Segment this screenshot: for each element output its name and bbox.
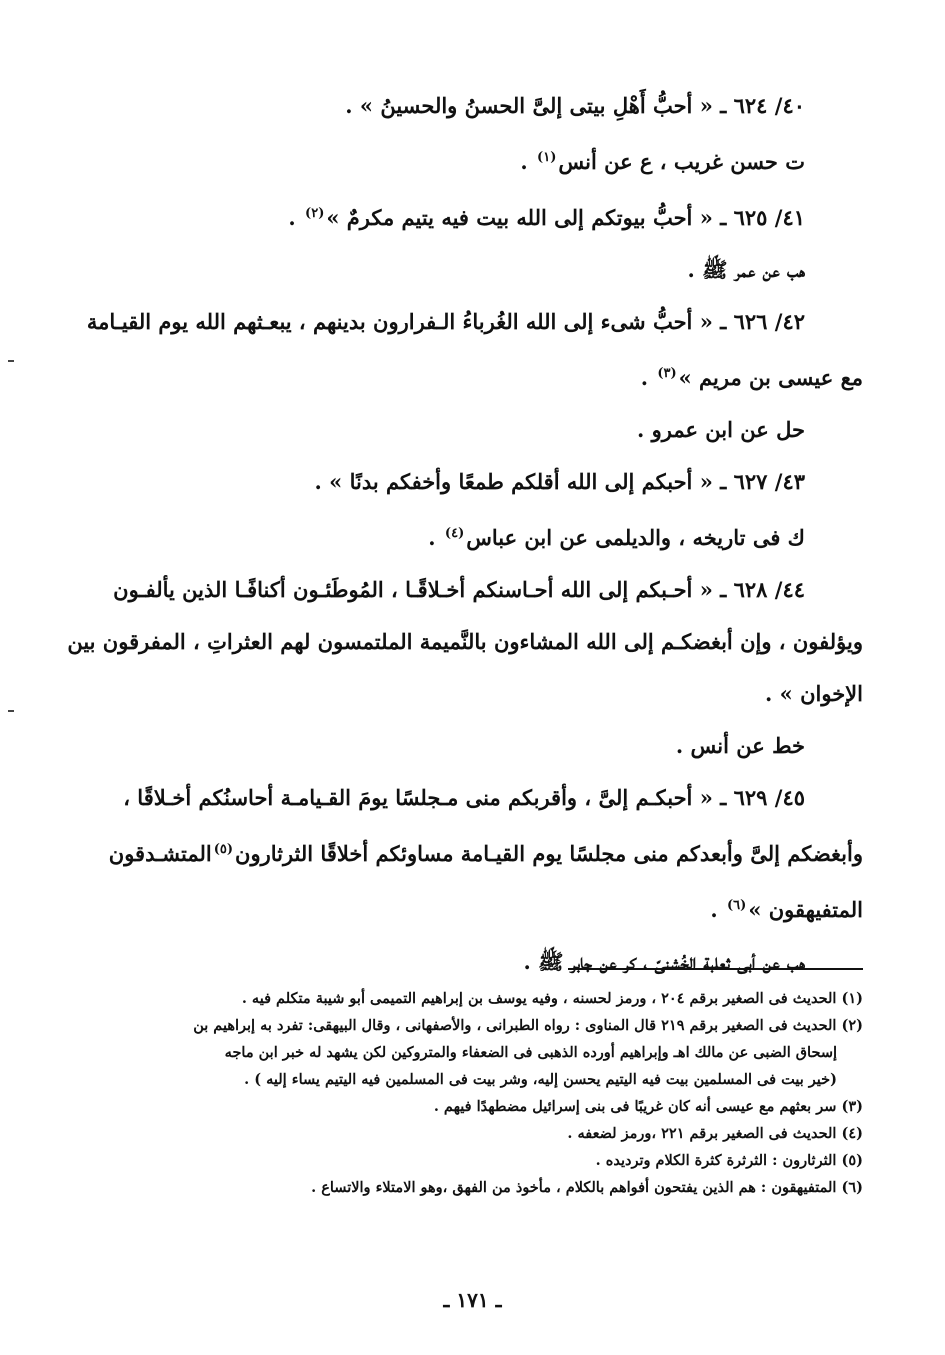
hadith-44-line-3: الإخوان » . [765,681,863,706]
hadith-42-line-2: مع عيسى بن مريم »$^{(٣)}$ . [640,365,863,390]
margin-mark [8,360,14,362]
hadith-41: ٤١/ ٦٢٥ ـ « أحبُّ بيوتكم إلى الله بيت فيه يتيم مكرمٌ »$^{(٢)}$ . [288,205,805,230]
hadith-45-line-2: وأبغضكم إلىَّ وأبعدكم منى مجلسًا يوم القيـامة مساوئكم أخلاقًا الثرثارون$^{(٥)}$المتشـدقون [108,841,863,866]
footnote-3: (٣) سر بعثهم مع عيسى أنه كان غريبًا فى بنى إسرائيل مضطهدًا فيهم . [433,1098,863,1115]
hadith-45-source: هب عن أبى ثعلبة الخُشنىّ ، كر عن جابر ﷺ . [523,949,805,974]
footnote-ref-1[interactable]: (١) [537,150,557,165]
footnote-2: (٢) الحديث فى الصغير برقم ٢١٩ قال المناوى : رواه الطبرانى ، والأصفهانى ، وقال البيهقى: تفرد به إبراهيم بن إسحاق الضبى عن مالك اهـ وإبراهيم أورده الذهبى فى الضعفاء والمتروكين لكن يشهد له خبر ابن ماجه (خير بيت فى المسلمين بيت فيه اليتيم يحسن إليه، وشر بيت فى المسلمين فيه اليتيم يساء إليه ) . [193,1017,863,1088]
hadith-40-text: ٤٠/ ٦٢٤ ـ « أحبُّ أَهْلِ بيتى إلىَّ الحسنُ والحسينُ » . [345,93,805,118]
hadith-40-source: ت حسن غريب ، ع عن أنس$^{(١)}$ . [520,149,805,174]
hadith-41-source: هب عن عمر ﷺ . [687,257,805,282]
hadith-44-line-1: ٤٤/ ٦٢٨ ـ « أحـبكم إلى الله أحـاسنكم أخـلاقًـا ، المُوطَئـون أكنافًـا الذين يألفـون [113,577,805,602]
footnote-ref-4[interactable]: (٤) [444,526,465,541]
footnotes [93,985,863,1201]
footnote-ref-2[interactable]: (٢) [305,206,325,221]
footnote-1: (١) الحديث فى الصغير برقم ٢٠٤ ، ورمز لحسنه ، وفيه يوسف بن إبراهيم التميمى أبو شيبة متكلم فيه . [241,990,863,1007]
footnote-5: (٥) الثرثارون : الثرثرة كثرة الكلام وترديده . [595,1152,863,1169]
footnote-ref-6[interactable]: (٦) [727,898,747,913]
footnote-4: (٤) الحديث فى الصغير برقم ٢٢١ ،ورمز لضعفه . [567,1125,863,1142]
hadith-43-source: ك فى تاريخه ، والديلمى عن ابن عباس$^{(٤)}$ . [428,525,805,550]
footnote-separator [568,968,863,970]
main-text [67,80,863,988]
hadith-42-line-1: ٤٢/ ٦٢٦ ـ « أحبُّ شىء إلى الله الغُرباءُ الـفرارون بدينهم ، يبعـثهم الله يوم القيـامة [86,309,805,334]
footnote-6: (٦) المتفيهقون : هم الذين يفتحون أفواهم بالكلام ، مأخوذ من الفهق ،وهو الامتلاء والاتساع . [311,1179,863,1196]
hadith-41-text: ٤١/ ٦٢٥ ـ « أحبُّ بيوتكم إلى الله بيت فيه يتيم مكرمٌ » [326,205,805,230]
margin-mark [8,710,14,712]
hadith-42-source: حل عن ابن عمرو . [636,417,805,442]
hadith-43: ٤٣/ ٦٢٧ ـ « أحبكم إلى الله أقلكم طمعًا وأخفكم بدنًا » . [314,469,805,494]
footnote-ref-3[interactable]: (٣) [657,366,677,381]
footnote-ref-5[interactable]: (٥) [213,842,234,857]
page-number: ـ ١٧١ ـ [443,1288,502,1312]
hadith-45-line-3: المتفيهقون »$^{(٦)}$ . [710,897,863,922]
hadith-45-line-1: ٤٥/ ٦٢٩ ـ « أحبكـم إلىَّ ، وأقربكم منى مـجلسًا يومَ القـيامـة أحاسنُكم أخـلاقًا ، [123,785,805,810]
hadith-40 [93,80,863,132]
hadith-44-line-2: ويؤلفون ، وإن أبغضكـم إلى الله المشاءون بالنَّميمة الملتمسون لهم العثراتِ ، المفرقون بين [67,629,863,654]
hadith-44-source: خط عن أنس . [675,733,805,758]
